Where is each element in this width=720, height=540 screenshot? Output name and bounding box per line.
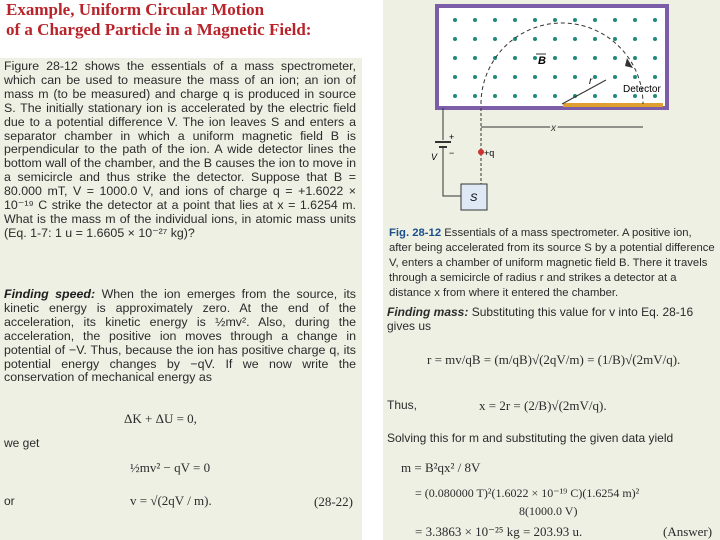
field-dot (653, 75, 657, 79)
answer-label: (Answer) (663, 524, 713, 539)
field-dot (613, 75, 617, 79)
plus-sign: + (449, 132, 455, 142)
field-dot (633, 56, 637, 60)
field-dot (633, 37, 637, 41)
field-dot (473, 75, 477, 79)
mass-formula: m = B²qx² / 8V (401, 460, 481, 475)
field-dot (473, 56, 477, 60)
radius-equation: r = mv/qB = (m/qB)√(2qV/m) = (1/B)√(2mV/q). (427, 352, 681, 367)
x-equation: x = 2r = (2/B)√(2mV/q). (479, 398, 607, 413)
caption-text: Essentials of a mass spectrometer. A positive ion, after being accelerated from its source S by a potential difference V, enters a chamber of uniform magnetic field B. There it travels through a semicircle of radius r and strikes a detector at a distance x from where it entered the chamber. (389, 227, 715, 299)
figure-caption (389, 226, 717, 301)
field-dot (533, 56, 537, 60)
field-dot (513, 94, 517, 98)
field-dot (593, 94, 597, 98)
field-dot (613, 94, 617, 98)
field-dot (633, 18, 637, 22)
field-dot (533, 94, 537, 98)
field-dot (513, 56, 517, 60)
field-dot (493, 94, 497, 98)
field-dot (553, 75, 557, 79)
field-dot (573, 56, 577, 60)
detector-strip (563, 103, 663, 107)
field-dot (453, 18, 457, 22)
radius-label: r (589, 76, 593, 87)
field-dot (453, 37, 457, 41)
solving-text: Solving this for m and substituting the given data yield (387, 431, 674, 445)
field-dot (533, 18, 537, 22)
field-dot (453, 94, 457, 98)
thus-label: Thus, (387, 398, 418, 412)
field-dot (473, 37, 477, 41)
title-line-1: Example, Uniform Circular Motion (6, 0, 265, 19)
field-dot (613, 56, 617, 60)
mass-substitution-numerator: = (0.080000 T)²(1.6022 × 10⁻¹⁹ C)(1.6254 m)² (415, 486, 640, 500)
slide-title (6, 0, 386, 40)
field-dot (593, 37, 597, 41)
mass-substitution-denominator: 8(1000.0 V) (519, 504, 578, 518)
voltage-label: V (431, 152, 438, 162)
x-label: x (551, 123, 556, 134)
we-get-label: we get (4, 436, 40, 450)
minus-sign: − (449, 148, 455, 158)
field-dot (613, 37, 617, 41)
finding-mass-heading: Finding mass: (387, 305, 469, 319)
finding-mass-paragraph (387, 305, 717, 333)
field-dot (593, 18, 597, 22)
left-text-panel (0, 58, 362, 540)
b-field-label: B (538, 55, 546, 67)
field-dot (453, 75, 457, 79)
field-dot (513, 75, 517, 79)
field-dot (593, 56, 597, 60)
title-line-2: of a Charged Particle in a Magnetic Field: (6, 20, 312, 39)
detector-label: Detector (623, 84, 661, 95)
kinetic-energy-equation: ½mv² − qV = 0 (130, 460, 211, 475)
field-dot (553, 94, 557, 98)
field-dot (553, 18, 557, 22)
finding-speed-text: When the ion emerges from the source, its kinetic energy is approximately zero. At the end of the acceleration, its kinetic energy is ½mv². Also, during the acceleration, the positive ion moves through a change in potential of −V. Thus, because the ion has positive charge q, its potential energy changes by −qV. If we now write the conservation of mechanical energy as (4, 287, 357, 385)
field-dot (473, 18, 477, 22)
ion-charge-label: +q (484, 148, 495, 158)
finding-speed-paragraph (4, 288, 356, 385)
finding-mass-text: Substituting this value for v into Eq. 28-16 gives us (387, 305, 694, 333)
field-dot (553, 37, 557, 41)
field-dot (513, 18, 517, 22)
mass-result: = 3.3863 × 10⁻²⁵ kg = 203.93 u. (415, 524, 583, 539)
source-label: S (470, 192, 478, 204)
or-label: or (4, 494, 15, 508)
caption-figure-number: Fig. 28-12 (389, 227, 442, 239)
field-dot (573, 75, 577, 79)
field-dot (493, 37, 497, 41)
field-dot (633, 75, 637, 79)
field-dot (493, 18, 497, 22)
field-dot (493, 75, 497, 79)
problem-statement: Figure 28-12 shows the essentials of a mass spectrometer, which can be used to measure the mass of an ion; an ion of mass m (to be measured) and charge q is produced in source S. The initially stationary ion is accelerated by the electric field due to a potential difference V. The ion leaves S and enters a separator chamber in which a uniform magnetic field B is perpendicular to the path of the ion. A wide detector lines the bottom wall of the chamber, and the B causes the ion to move in a semicircle and thus strike the detector. Suppose that B = 80.000 mT, V = 1000.0 V, and ions of charge q = +1.6022 × 10⁻¹⁹ C strike the detector at a point that lies at x = 1.6254 m. What is the mass m of the individual ions, in atomic mass units (Eq. 1-7: 1 u = 1.6605 × 10⁻²⁷ kg)? (4, 59, 356, 240)
field-dot (473, 94, 477, 98)
field-dot (613, 18, 617, 22)
field-dot (573, 18, 577, 22)
field-dot (573, 37, 577, 41)
mass-spectrometer-figure (383, 0, 720, 220)
field-dot (553, 56, 557, 60)
field-dot (653, 18, 657, 22)
field-dot (533, 75, 537, 79)
equation-number: (28-22) (314, 494, 353, 509)
field-dot (593, 75, 597, 79)
right-panel (383, 0, 720, 540)
speed-equation: v = √(2qV / m). (130, 493, 212, 508)
field-dot (653, 37, 657, 41)
field-dot (653, 56, 657, 60)
field-dot (533, 37, 537, 41)
finding-speed-heading: Finding speed: (4, 287, 96, 301)
field-dot (453, 56, 457, 60)
energy-conservation-equation: ΔK + ΔU = 0, (124, 411, 197, 426)
